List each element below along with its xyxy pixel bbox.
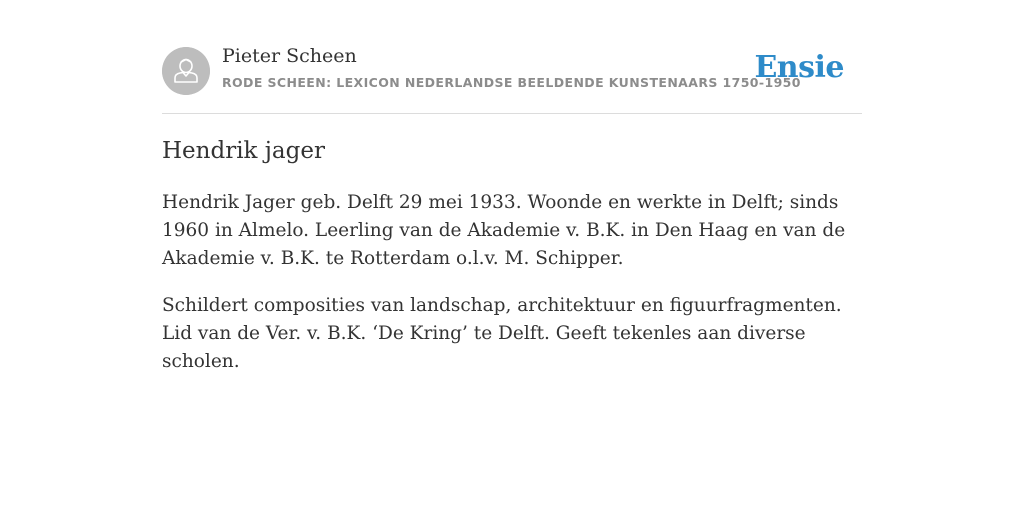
article-paragraph-2: Schildert composities van landschap, architektuur en figuurfragmenten. Lid van de Ver. v. B.K. ‘De Kring’ te Delft. Geeft tekenles aan diverse scholen.	[162, 295, 842, 372]
article-header	[162, 0, 862, 114]
page-title: Hendrik jager	[162, 138, 325, 164]
article-paragraph-1: Hendrik Jager geb. Delft 29 mei 1933. Woonde en werkte in Delft; sinds 1960 in Almelo. Leerling van de Akademie v. B.K. in Den Haag en van de Akademie v. B.K. te Rotterdam o.l.v. M. Schipper.	[162, 192, 846, 269]
source-label[interactable]: RODE SCHEEN: LEXICON NEDERLANDSE BEELDENDE KUNSTENAARS 1750-1950	[222, 75, 801, 90]
author-name[interactable]: Pieter Scheen	[222, 45, 357, 67]
user-placeholder-icon	[162, 47, 210, 95]
ensie-logo[interactable]: Ensie	[754, 50, 844, 85]
article-card	[162, 0, 862, 372]
